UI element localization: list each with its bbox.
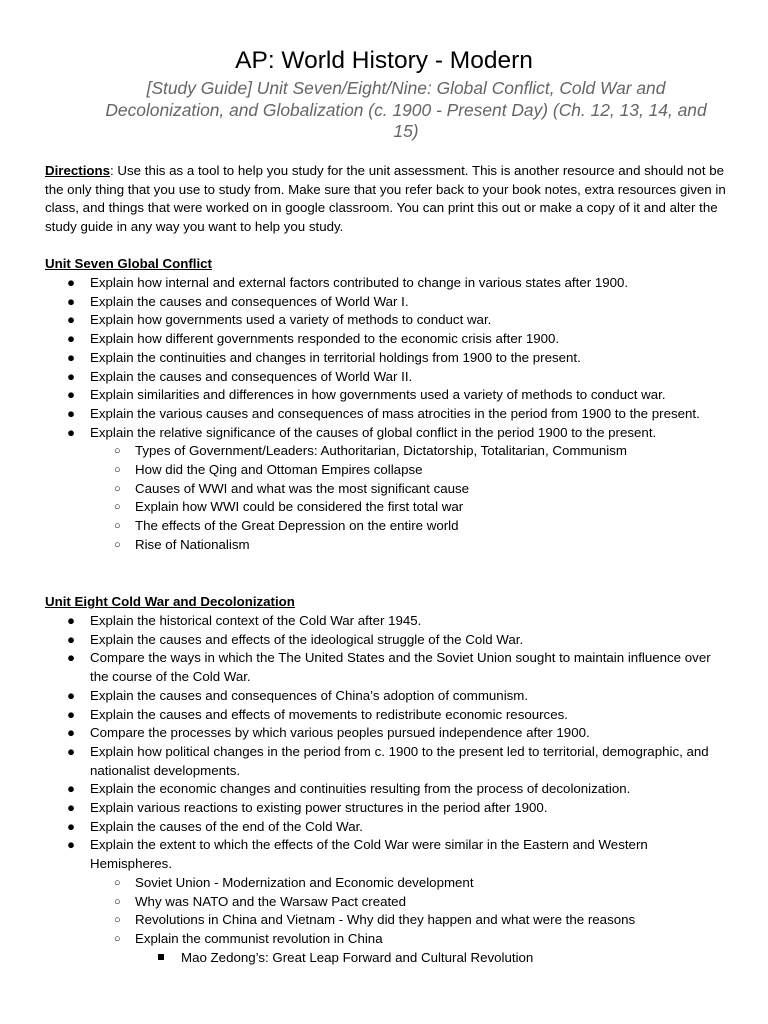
list-item-text: Explain the relative significance of the causes of global conflict in the period 1900 to the present. <box>90 424 657 440</box>
bullet-icon: ● <box>67 424 76 440</box>
hollow-bullet-icon: ○ <box>114 932 121 945</box>
sub-list-item <box>0 930 768 949</box>
sub-list-item-text: The effects of the Great Depression on the entire world <box>135 518 459 534</box>
hollow-bullet-icon: ○ <box>114 501 121 514</box>
hollow-bullet-icon: ○ <box>114 538 121 551</box>
bullet-icon: ● <box>67 800 76 816</box>
bullet-icon: ● <box>67 818 76 834</box>
list-item <box>0 631 768 650</box>
bullet-icon: ● <box>67 743 76 759</box>
list-item-text: Explain the extent to which the effects of the Cold War were similar in the Eastern and Western Hemispheres. <box>90 837 648 872</box>
document-subtitle: [Study Guide] Unit Seven/Eight/Nine: Global Conflict, Cold War and Decolonization, and Globalization (c. 1900 - Present Day) (Ch. 12, 13, 14, and 15) <box>105 78 707 141</box>
sub-list-item-text: Explain the communist revolution in China <box>135 930 383 946</box>
hollow-bullet-icon: ○ <box>114 464 121 477</box>
list-item <box>0 368 768 387</box>
bullet-icon: ● <box>67 725 76 741</box>
bullet-icon: ● <box>67 293 76 309</box>
list-item-text: Compare the ways in which the The United States and the Soviet Union sought to maintain influence over the course of the Cold War. <box>90 650 711 685</box>
sub-list-item <box>0 442 768 461</box>
list-item <box>0 311 768 330</box>
sub-list-item-text: Soviet Union - Modernization and Economic development <box>135 874 474 890</box>
square-bullet-icon <box>158 949 164 968</box>
hollow-bullet-icon: ○ <box>114 876 121 889</box>
unit-seven-heading: Unit Seven Global Conflict <box>45 256 212 271</box>
list-item-text: Explain the causes and consequences of World War II. <box>90 368 413 384</box>
directions-paragraph <box>45 162 735 237</box>
hollow-bullet-icon: ○ <box>114 895 121 908</box>
sub-list-item <box>0 498 768 517</box>
sub-list-item <box>0 536 768 555</box>
directions-label: Directions <box>45 163 111 178</box>
list-item-text: Explain how governments used a variety of methods to conduct war. <box>90 312 492 328</box>
bullet-icon: ● <box>67 368 76 384</box>
list-item <box>0 836 768 873</box>
sub-sub-list-item <box>0 949 768 968</box>
list-item <box>0 743 768 780</box>
bullet-icon: ● <box>67 837 76 853</box>
list-item <box>0 818 768 837</box>
sub-list-item <box>0 911 768 930</box>
unit-seven-list <box>0 274 768 555</box>
bullet-icon: ● <box>67 650 76 666</box>
sub-list-item-text: Explain how WWI could be considered the first total war <box>135 499 464 515</box>
hollow-bullet-icon: ○ <box>114 482 121 495</box>
list-item-text: Explain the causes and effects of the ideological struggle of the Cold War. <box>90 631 524 647</box>
sub-list-item <box>0 461 768 480</box>
sub-list-item-text: How did the Qing and Ottoman Empires collapse <box>135 462 423 478</box>
unit-eight-heading: Unit Eight Cold War and Decolonization <box>45 594 295 609</box>
bullet-icon: ● <box>67 387 76 403</box>
list-item-text: Explain the causes and consequences of China’s adoption of communism. <box>90 687 529 703</box>
sub-sub-list-item-text: Mao Zedong’s: Great Leap Forward and Cultural Revolution <box>181 949 534 965</box>
list-item <box>0 780 768 799</box>
bullet-icon: ● <box>67 631 76 647</box>
bullet-icon: ● <box>67 781 76 797</box>
document-title: AP: World History - Modern <box>235 47 533 74</box>
list-item-text: Explain how internal and external factors contributed to change in various states after 1900. <box>90 275 629 290</box>
bullet-icon: ● <box>67 613 76 628</box>
list-item-text: Explain the causes and consequences of World War I. <box>90 293 409 309</box>
sub-list-item <box>0 874 768 893</box>
bullet-icon: ● <box>67 312 76 328</box>
list-item-text: Compare the processes by which various peoples pursued independence after 1900. <box>90 725 590 741</box>
list-item <box>0 424 768 443</box>
list-item <box>0 799 768 818</box>
bullet-icon: ● <box>67 687 76 703</box>
list-item-text: Explain the historical context of the Cold War after 1945. <box>90 613 422 628</box>
bullet-icon: ● <box>67 275 76 290</box>
sub-list-item <box>0 480 768 499</box>
bullet-icon: ● <box>67 331 76 347</box>
sub-list-item <box>0 893 768 912</box>
list-item <box>0 293 768 312</box>
bullet-icon: ● <box>67 706 76 722</box>
list-item <box>0 349 768 368</box>
list-item <box>0 330 768 349</box>
sub-list-item-text: Causes of WWI and what was the most significant cause <box>135 480 470 496</box>
list-item-text: Explain various reactions to existing power structures in the period after 1900. <box>90 800 548 816</box>
list-item-text: Explain the economic changes and continuities resulting from the process of decolonization. <box>90 781 631 797</box>
bullet-icon: ● <box>67 405 76 421</box>
unit-eight-list <box>0 612 768 967</box>
list-item <box>0 274 768 293</box>
list-item <box>0 405 768 424</box>
list-item-text: Explain the causes of the end of the Cold War. <box>90 818 363 834</box>
list-item-text: Explain the causes and effects of movements to redistribute economic resources. <box>90 706 568 722</box>
list-item <box>0 724 768 743</box>
hollow-bullet-icon: ○ <box>114 914 121 927</box>
sub-list-item-text: Types of Government/Leaders: Authoritarian, Dictatorship, Totalitarian, Communism <box>135 443 627 459</box>
sub-list-item-text: Revolutions in China and Vietnam - Why did they happen and what were the reasons <box>135 912 636 928</box>
directions-text: : Use this as a tool to help you study for the unit assessment. This is another resource and should not be the only thing that you use to study from. Make sure that you refer back to your book notes, extra resources given in class, and things that were worked on in google classroom. You can print this out or make a copy of it and alter the study guide in any way you want to help you study. <box>45 163 726 235</box>
list-item <box>0 687 768 706</box>
sub-list-item-text: Rise of Nationalism <box>135 536 250 552</box>
list-item-text: Explain the continuities and changes in territorial holdings from 1900 to the present. <box>90 349 581 365</box>
list-item <box>0 649 768 686</box>
hollow-bullet-icon: ○ <box>114 520 121 533</box>
bullet-icon: ● <box>67 349 76 365</box>
list-item-text: Explain how political changes in the period from c. 1900 to the present led to territorial, demographic, and nationalist developments. <box>90 743 709 778</box>
list-item-text: Explain the various causes and consequences of mass atrocities in the period from 1900 to the present. <box>90 405 700 421</box>
sub-list-item <box>0 517 768 536</box>
sub-list-item-text: Why was NATO and the Warsaw Pact created <box>135 893 406 909</box>
hollow-bullet-icon: ○ <box>114 445 121 458</box>
list-item <box>0 386 768 405</box>
list-item-text: Explain how different governments responded to the economic crisis after 1900. <box>90 331 560 347</box>
list-item <box>0 612 768 631</box>
list-item-text: Explain similarities and differences in how governments used a variety of methods to conduct war. <box>90 387 666 403</box>
list-item <box>0 706 768 725</box>
